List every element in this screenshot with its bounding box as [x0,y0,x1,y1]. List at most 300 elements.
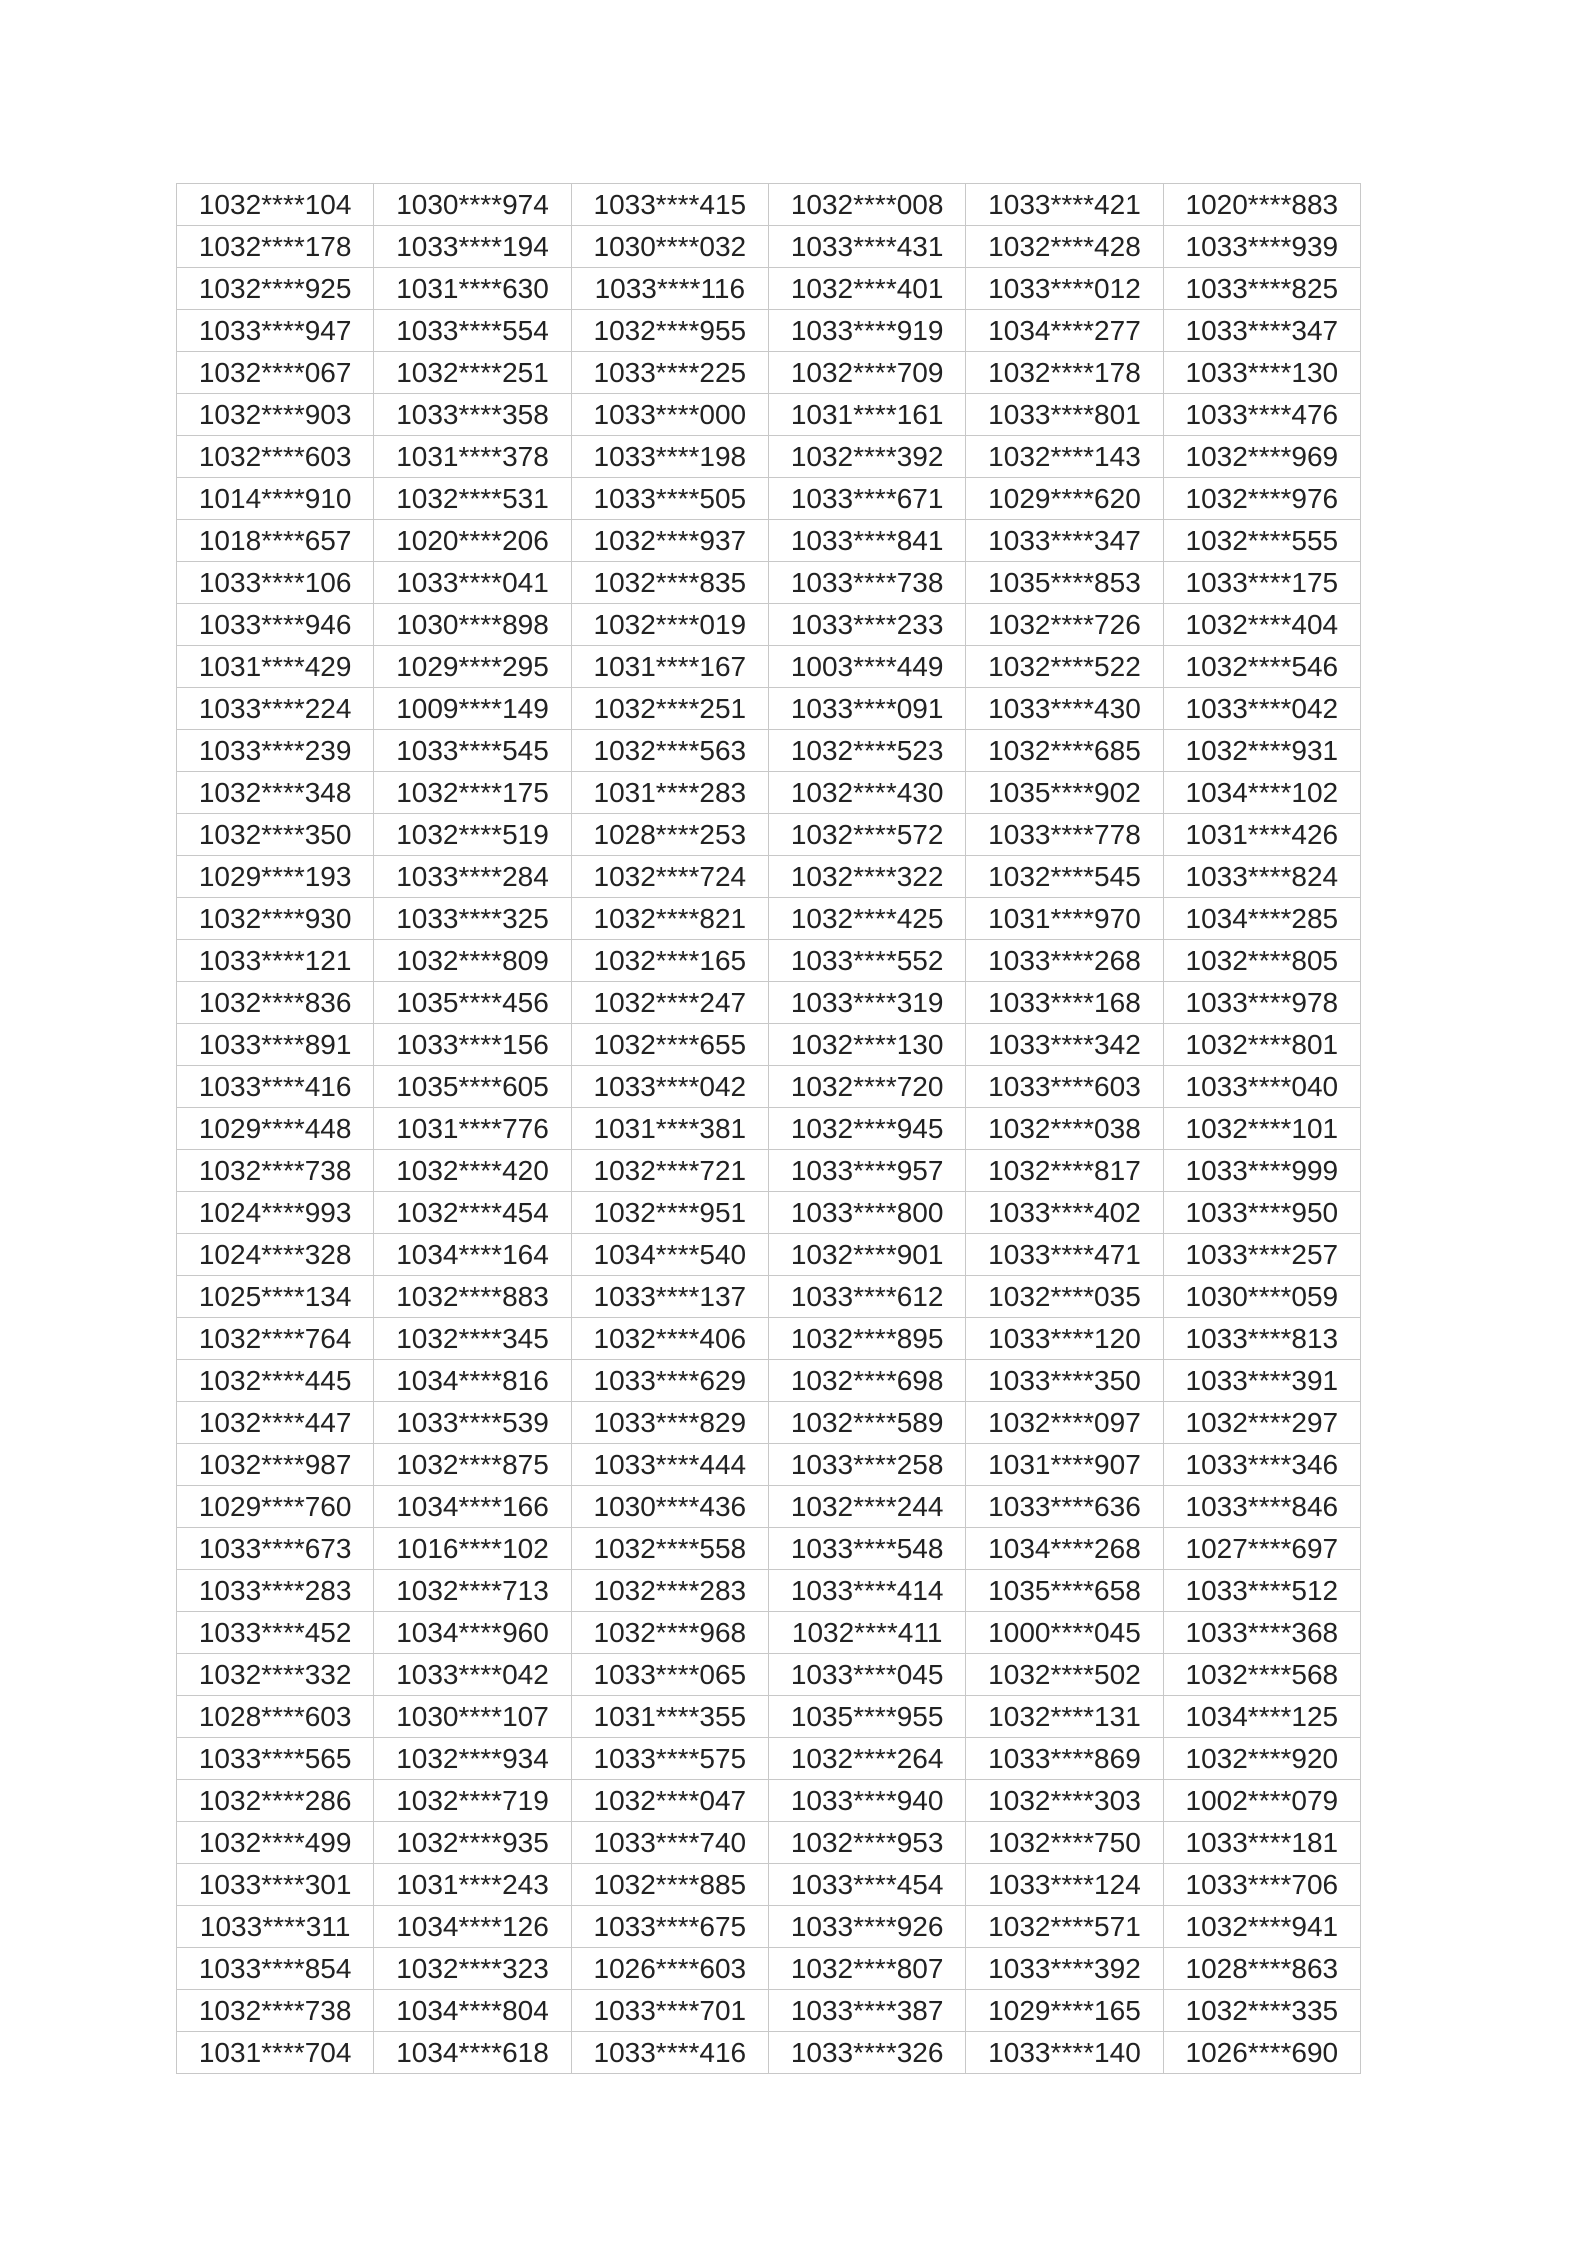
table-cell: 1033****325 [374,898,571,940]
table-cell: 1032****097 [966,1402,1163,1444]
table-cell: 1033****342 [966,1024,1163,1066]
table-cell: 1032****286 [177,1780,374,1822]
table-row [177,940,1361,982]
table-cell: 1026****690 [1163,2032,1360,2074]
table-row [177,1192,1361,1234]
table-cell: 1031****167 [571,646,768,688]
table-row [177,1486,1361,1528]
table-cell: 1033****257 [1163,1234,1360,1276]
table-cell: 1024****328 [177,1234,374,1276]
table-cell: 1032****425 [768,898,965,940]
table-cell: 1032****131 [966,1696,1163,1738]
table-cell: 1032****589 [768,1402,965,1444]
table-cell: 1033****181 [1163,1822,1360,1864]
table-cell: 1033****539 [374,1402,571,1444]
table-cell: 1033****198 [571,436,768,478]
table-cell: 1032****101 [1163,1108,1360,1150]
table-row [177,1108,1361,1150]
table-cell: 1033****825 [1163,268,1360,310]
table-row [177,1318,1361,1360]
table-cell: 1026****603 [571,1948,768,1990]
table-cell: 1033****347 [966,520,1163,562]
table-cell: 1034****268 [966,1528,1163,1570]
table-cell: 1032****519 [374,814,571,856]
table-cell: 1033****636 [966,1486,1163,1528]
table-cell: 1033****476 [1163,394,1360,436]
table-cell: 1032****420 [374,1150,571,1192]
table-cell: 1033****940 [768,1780,965,1822]
table-cell: 1031****429 [177,646,374,688]
table-cell: 1032****572 [768,814,965,856]
table-cell: 1032****801 [1163,1024,1360,1066]
table-cell: 1029****295 [374,646,571,688]
table-row [177,1528,1361,1570]
table-cell: 1032****603 [177,436,374,478]
table-row [177,2032,1361,2074]
table-cell: 1032****953 [768,1822,965,1864]
table-row [177,1906,1361,1948]
table-cell: 1033****950 [1163,1192,1360,1234]
table-cell: 1033****957 [768,1150,965,1192]
table-cell: 1033****575 [571,1738,768,1780]
table-cell: 1034****960 [374,1612,571,1654]
table-cell: 1034****285 [1163,898,1360,940]
table-cell: 1030****436 [571,1486,768,1528]
table-cell: 1024****993 [177,1192,374,1234]
table-cell: 1032****430 [768,772,965,814]
table-cell: 1032****955 [571,310,768,352]
table-cell: 1031****161 [768,394,965,436]
table-cell: 1033****740 [571,1822,768,1864]
table-cell: 1032****303 [966,1780,1163,1822]
table-row [177,1822,1361,1864]
table-cell: 1033****706 [1163,1864,1360,1906]
table-cell: 1032****738 [177,1990,374,2032]
table-cell: 1032****951 [571,1192,768,1234]
table-row [177,1234,1361,1276]
table-cell: 1032****713 [374,1570,571,1612]
table-cell: 1033****673 [177,1528,374,1570]
table-cell: 1032****934 [374,1738,571,1780]
table-cell: 1033****168 [966,982,1163,1024]
table-row [177,394,1361,436]
table-cell: 1033****045 [768,1654,965,1696]
table-cell: 1018****657 [177,520,374,562]
table-cell: 1032****348 [177,772,374,814]
table-cell: 1032****392 [768,436,965,478]
table-cell: 1035****658 [966,1570,1163,1612]
table-cell: 1032****454 [374,1192,571,1234]
table-cell: 1033****939 [1163,226,1360,268]
table-cell: 1032****941 [1163,1906,1360,1948]
table-cell: 1033****841 [768,520,965,562]
id-table-body [177,184,1361,2074]
table-cell: 1032****335 [1163,1990,1360,2032]
table-cell: 1032****251 [374,352,571,394]
table-cell: 1033****368 [1163,1612,1360,1654]
table-row [177,1696,1361,1738]
table-row [177,1990,1361,2032]
table-cell: 1033****999 [1163,1150,1360,1192]
table-cell: 1030****974 [374,184,571,226]
table-cell: 1032****987 [177,1444,374,1486]
table-cell: 1032****709 [768,352,965,394]
table-cell: 1033****416 [177,1066,374,1108]
table-cell: 1033****116 [571,268,768,310]
table-row [177,1780,1361,1822]
table-cell: 1032****558 [571,1528,768,1570]
table-cell: 1032****555 [1163,520,1360,562]
table-cell: 1032****883 [374,1276,571,1318]
table-cell: 1033****040 [1163,1066,1360,1108]
table-cell: 1033****919 [768,310,965,352]
table-cell: 1033****391 [1163,1360,1360,1402]
table-row [177,982,1361,1024]
table-cell: 1032****283 [571,1570,768,1612]
table-row [177,1402,1361,1444]
table-cell: 1030****898 [374,604,571,646]
table-cell: 1033****701 [571,1990,768,2032]
table-cell: 1032****035 [966,1276,1163,1318]
table-cell: 1032****945 [768,1108,965,1150]
table-row [177,1738,1361,1780]
table-cell: 1031****283 [571,772,768,814]
table-cell: 1032****047 [571,1780,768,1822]
table-cell: 1032****523 [768,730,965,772]
table-cell: 1034****125 [1163,1696,1360,1738]
table-cell: 1033****891 [177,1024,374,1066]
table-cell: 1033****800 [768,1192,965,1234]
table-cell: 1033****846 [1163,1486,1360,1528]
table-row [177,1570,1361,1612]
table-cell: 1032****903 [177,394,374,436]
table-row [177,898,1361,940]
table-cell: 1032****738 [177,1150,374,1192]
table-cell: 1030****107 [374,1696,571,1738]
table-row [177,268,1361,310]
table-cell: 1033****124 [966,1864,1163,1906]
table-cell: 1030****032 [571,226,768,268]
table-cell: 1033****545 [374,730,571,772]
table-cell: 1033****387 [768,1990,965,2032]
table-cell: 1032****428 [966,226,1163,268]
table-cell: 1033****156 [374,1024,571,1066]
table-cell: 1032****531 [374,478,571,520]
table-cell: 1031****243 [374,1864,571,1906]
table-cell: 1033****012 [966,268,1163,310]
table-cell: 1027****697 [1163,1528,1360,1570]
table-cell: 1035****605 [374,1066,571,1108]
table-cell: 1032****968 [571,1612,768,1654]
table-cell: 1032****698 [768,1360,965,1402]
table-cell: 1033****946 [177,604,374,646]
table-cell: 1033****505 [571,478,768,520]
table-cell: 1033****512 [1163,1570,1360,1612]
id-number-table [176,183,1361,2074]
table-cell: 1032****875 [374,1444,571,1486]
table-cell: 1032****545 [966,856,1163,898]
table-cell: 1032****178 [966,352,1163,394]
table-cell: 1035****902 [966,772,1163,814]
table-cell: 1033****106 [177,562,374,604]
table-cell: 1032****406 [571,1318,768,1360]
table-cell: 1030****059 [1163,1276,1360,1318]
table-cell: 1035****955 [768,1696,965,1738]
table-cell: 1032****976 [1163,478,1360,520]
table-cell: 1032****726 [966,604,1163,646]
table-cell: 1032****502 [966,1654,1163,1696]
table-cell: 1032****522 [966,646,1163,688]
table-row [177,856,1361,898]
table-cell: 1032****165 [571,940,768,982]
table-row [177,310,1361,352]
table-cell: 1032****925 [177,268,374,310]
table-cell: 1032****821 [571,898,768,940]
table-cell: 1032****143 [966,436,1163,478]
table-cell: 1032****721 [571,1150,768,1192]
table-cell: 1032****931 [1163,730,1360,772]
table-cell: 1033****869 [966,1738,1163,1780]
table-cell: 1032****178 [177,226,374,268]
table-cell: 1033****430 [966,688,1163,730]
table-row [177,184,1361,226]
table-cell: 1033****358 [374,394,571,436]
table-cell: 1032****685 [966,730,1163,772]
table-cell: 1033****554 [374,310,571,352]
table-cell: 1032****817 [966,1150,1163,1192]
table-row [177,1066,1361,1108]
table-row [177,772,1361,814]
table-row [177,226,1361,268]
table-cell: 1032****401 [768,268,965,310]
table-cell: 1032****724 [571,856,768,898]
table-cell: 1033****311 [177,1906,374,1948]
table-cell: 1025****134 [177,1276,374,1318]
table-cell: 1033****194 [374,226,571,268]
table-cell: 1033****416 [571,2032,768,2074]
table-cell: 1033****268 [966,940,1163,982]
table-cell: 1031****776 [374,1108,571,1150]
table-cell: 1033****283 [177,1570,374,1612]
table-cell: 1033****801 [966,394,1163,436]
table-cell: 1033****471 [966,1234,1163,1276]
table-cell: 1033****140 [966,2032,1163,2074]
table-cell: 1034****816 [374,1360,571,1402]
table-cell: 1034****164 [374,1234,571,1276]
table-cell: 1033****402 [966,1192,1163,1234]
table-cell: 1032****447 [177,1402,374,1444]
table-cell: 1031****970 [966,898,1163,940]
table-cell: 1031****630 [374,268,571,310]
table-cell: 1034****618 [374,2032,571,2074]
table-cell: 1032****836 [177,982,374,1024]
table-cell: 1032****563 [571,730,768,772]
table-row [177,1444,1361,1486]
table-cell: 1033****326 [768,2032,965,2074]
table-cell: 1034****540 [571,1234,768,1276]
table-cell: 1032****895 [768,1318,965,1360]
table-row [177,352,1361,394]
table-cell: 1033****137 [571,1276,768,1318]
table-cell: 1033****065 [571,1654,768,1696]
table-cell: 1032****175 [374,772,571,814]
table-cell: 1033****548 [768,1528,965,1570]
table-cell: 1033****813 [1163,1318,1360,1360]
table-cell: 1033****947 [177,310,374,352]
table-cell: 1033****347 [1163,310,1360,352]
table-cell: 1020****883 [1163,184,1360,226]
table-row [177,1024,1361,1066]
table-cell: 1033****415 [571,184,768,226]
table-cell: 1032****750 [966,1822,1163,1864]
table-cell: 1028****863 [1163,1948,1360,1990]
table-cell: 1033****042 [374,1654,571,1696]
table-cell: 1028****253 [571,814,768,856]
table-cell: 1020****206 [374,520,571,562]
table-cell: 1032****499 [177,1822,374,1864]
table-row [177,1864,1361,1906]
table-row [177,1150,1361,1192]
table-cell: 1029****620 [966,478,1163,520]
table-cell: 1032****809 [374,940,571,982]
table-cell: 1033****301 [177,1864,374,1906]
table-row [177,520,1361,562]
table-cell: 1032****885 [571,1864,768,1906]
table-cell: 1034****804 [374,1990,571,2032]
table-cell: 1035****853 [966,562,1163,604]
table-cell: 1032****404 [1163,604,1360,646]
table-cell: 1032****720 [768,1066,965,1108]
table-cell: 1033****319 [768,982,965,1024]
table-cell: 1033****738 [768,562,965,604]
table-cell: 1028****603 [177,1696,374,1738]
table-cell: 1032****764 [177,1318,374,1360]
table-cell: 1029****165 [966,1990,1163,2032]
table-cell: 1029****193 [177,856,374,898]
table-cell: 1032****807 [768,1948,965,1990]
table-cell: 1032****571 [966,1906,1163,1948]
table-cell: 1032****019 [571,604,768,646]
table-cell: 1033****612 [768,1276,965,1318]
table-row [177,1612,1361,1654]
table-cell: 1032****835 [571,562,768,604]
table-cell: 1032****067 [177,352,374,394]
table-cell: 1033****431 [768,226,965,268]
table-cell: 1032****930 [177,898,374,940]
table-cell: 1032****935 [374,1822,571,1864]
table-row [177,1276,1361,1318]
table-row [177,1360,1361,1402]
table-cell: 1033****854 [177,1948,374,1990]
table-cell: 1033****829 [571,1402,768,1444]
table-cell: 1033****552 [768,940,965,982]
table-cell: 1033****130 [1163,352,1360,394]
table-cell: 1033****041 [374,562,571,604]
table-cell: 1033****233 [768,604,965,646]
table-cell: 1033****392 [966,1948,1163,1990]
table-cell: 1031****381 [571,1108,768,1150]
table-cell: 1033****565 [177,1738,374,1780]
table-cell: 1033****121 [177,940,374,982]
table-cell: 1033****120 [966,1318,1163,1360]
table-cell: 1035****456 [374,982,571,1024]
table-cell: 1032****937 [571,520,768,562]
table-cell: 1002****079 [1163,1780,1360,1822]
table-cell: 1033****350 [966,1360,1163,1402]
table-cell: 1034****102 [1163,772,1360,814]
table-cell: 1032****719 [374,1780,571,1822]
table-row [177,646,1361,688]
table-cell: 1031****704 [177,2032,374,2074]
table-cell: 1033****454 [768,1864,965,1906]
table-cell: 1032****411 [768,1612,965,1654]
table-cell: 1034****277 [966,310,1163,352]
table-cell: 1003****449 [768,646,965,688]
table-cell: 1032****038 [966,1108,1163,1150]
table-cell: 1033****042 [1163,688,1360,730]
table-cell: 1032****322 [768,856,965,898]
table-cell: 1034****166 [374,1486,571,1528]
table-cell: 1031****378 [374,436,571,478]
table-cell: 1009****149 [374,688,571,730]
table-cell: 1033****414 [768,1570,965,1612]
table-cell: 1031****426 [1163,814,1360,856]
table-cell: 1033****926 [768,1906,965,1948]
table-cell: 1014****910 [177,478,374,520]
table-cell: 1033****284 [374,856,571,898]
table-cell: 1033****824 [1163,856,1360,898]
table-cell: 1033****258 [768,1444,965,1486]
table-cell: 1032****445 [177,1360,374,1402]
table-cell: 1033****346 [1163,1444,1360,1486]
table-cell: 1032****244 [768,1486,965,1528]
table-row [177,688,1361,730]
table-cell: 1032****920 [1163,1738,1360,1780]
table-cell: 1032****901 [768,1234,965,1276]
table-cell: 1033****225 [571,352,768,394]
table-cell: 1032****546 [1163,646,1360,688]
table-cell: 1033****444 [571,1444,768,1486]
table-cell: 1032****568 [1163,1654,1360,1696]
table-row [177,562,1361,604]
table-cell: 1032****008 [768,184,965,226]
table-cell: 1033****000 [571,394,768,436]
table-row [177,1654,1361,1696]
table-cell: 1032****297 [1163,1402,1360,1444]
table-cell: 1032****805 [1163,940,1360,982]
table-cell: 1033****175 [1163,562,1360,604]
table-cell: 1033****978 [1163,982,1360,1024]
table-cell: 1033****452 [177,1612,374,1654]
table-cell: 1031****907 [966,1444,1163,1486]
table-cell: 1033****671 [768,478,965,520]
table-cell: 1031****355 [571,1696,768,1738]
table-cell: 1032****350 [177,814,374,856]
table-row [177,436,1361,478]
table-cell: 1032****323 [374,1948,571,1990]
table-cell: 1033****675 [571,1906,768,1948]
table-cell: 1032****969 [1163,436,1360,478]
table-cell: 1033****421 [966,184,1163,226]
table-cell: 1033****224 [177,688,374,730]
table-cell: 1032****251 [571,688,768,730]
table-cell: 1032****345 [374,1318,571,1360]
table-cell: 1032****104 [177,184,374,226]
table-cell: 1016****102 [374,1528,571,1570]
table-cell: 1000****045 [966,1612,1163,1654]
table-cell: 1032****130 [768,1024,965,1066]
table-cell: 1032****655 [571,1024,768,1066]
